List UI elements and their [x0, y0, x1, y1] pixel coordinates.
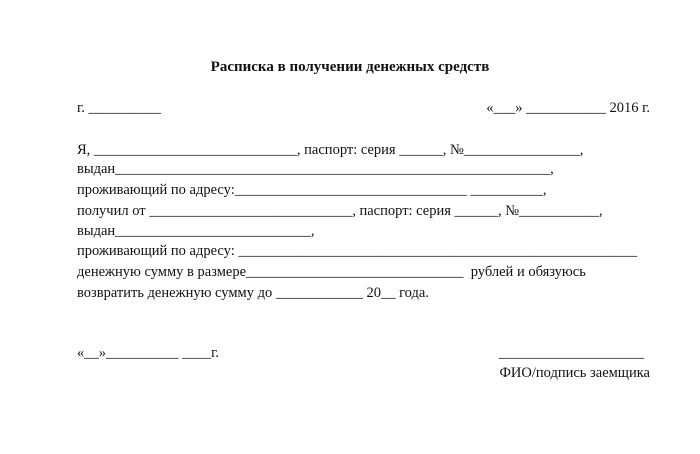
- date-line: «___» ___________ 2016 г.: [486, 100, 650, 116]
- document-title: Расписка в получении денежных средств: [210, 59, 490, 75]
- body-line-8: возвратить денежную сумму до ____________ 20__ года.: [77, 285, 429, 301]
- body-line-3: проживающий по адресу:________________________________ __________,: [77, 182, 547, 198]
- body-line-2: выдан____________________________________________________________,: [77, 161, 554, 177]
- body-line-1: Я, ____________________________, паспорт: серия ______, №________________,: [77, 142, 584, 158]
- footer-date-line: «__»__________ ____г.: [77, 345, 220, 361]
- body-line-7: денежную сумму в размере______________________________ рублей и обязуюсь: [77, 264, 586, 280]
- city-line: г. __________: [77, 100, 162, 116]
- signature-caption: ФИО/подпись заемщика: [499, 365, 650, 381]
- body-line-5: выдан___________________________,: [77, 223, 315, 239]
- body-line-4: получил от ____________________________, паспорт: серия ______, №___________,: [77, 203, 603, 219]
- signature-line: ____________________: [499, 345, 644, 361]
- body-line-6: проживающий по адресу: _______________________________________________________: [77, 243, 638, 259]
